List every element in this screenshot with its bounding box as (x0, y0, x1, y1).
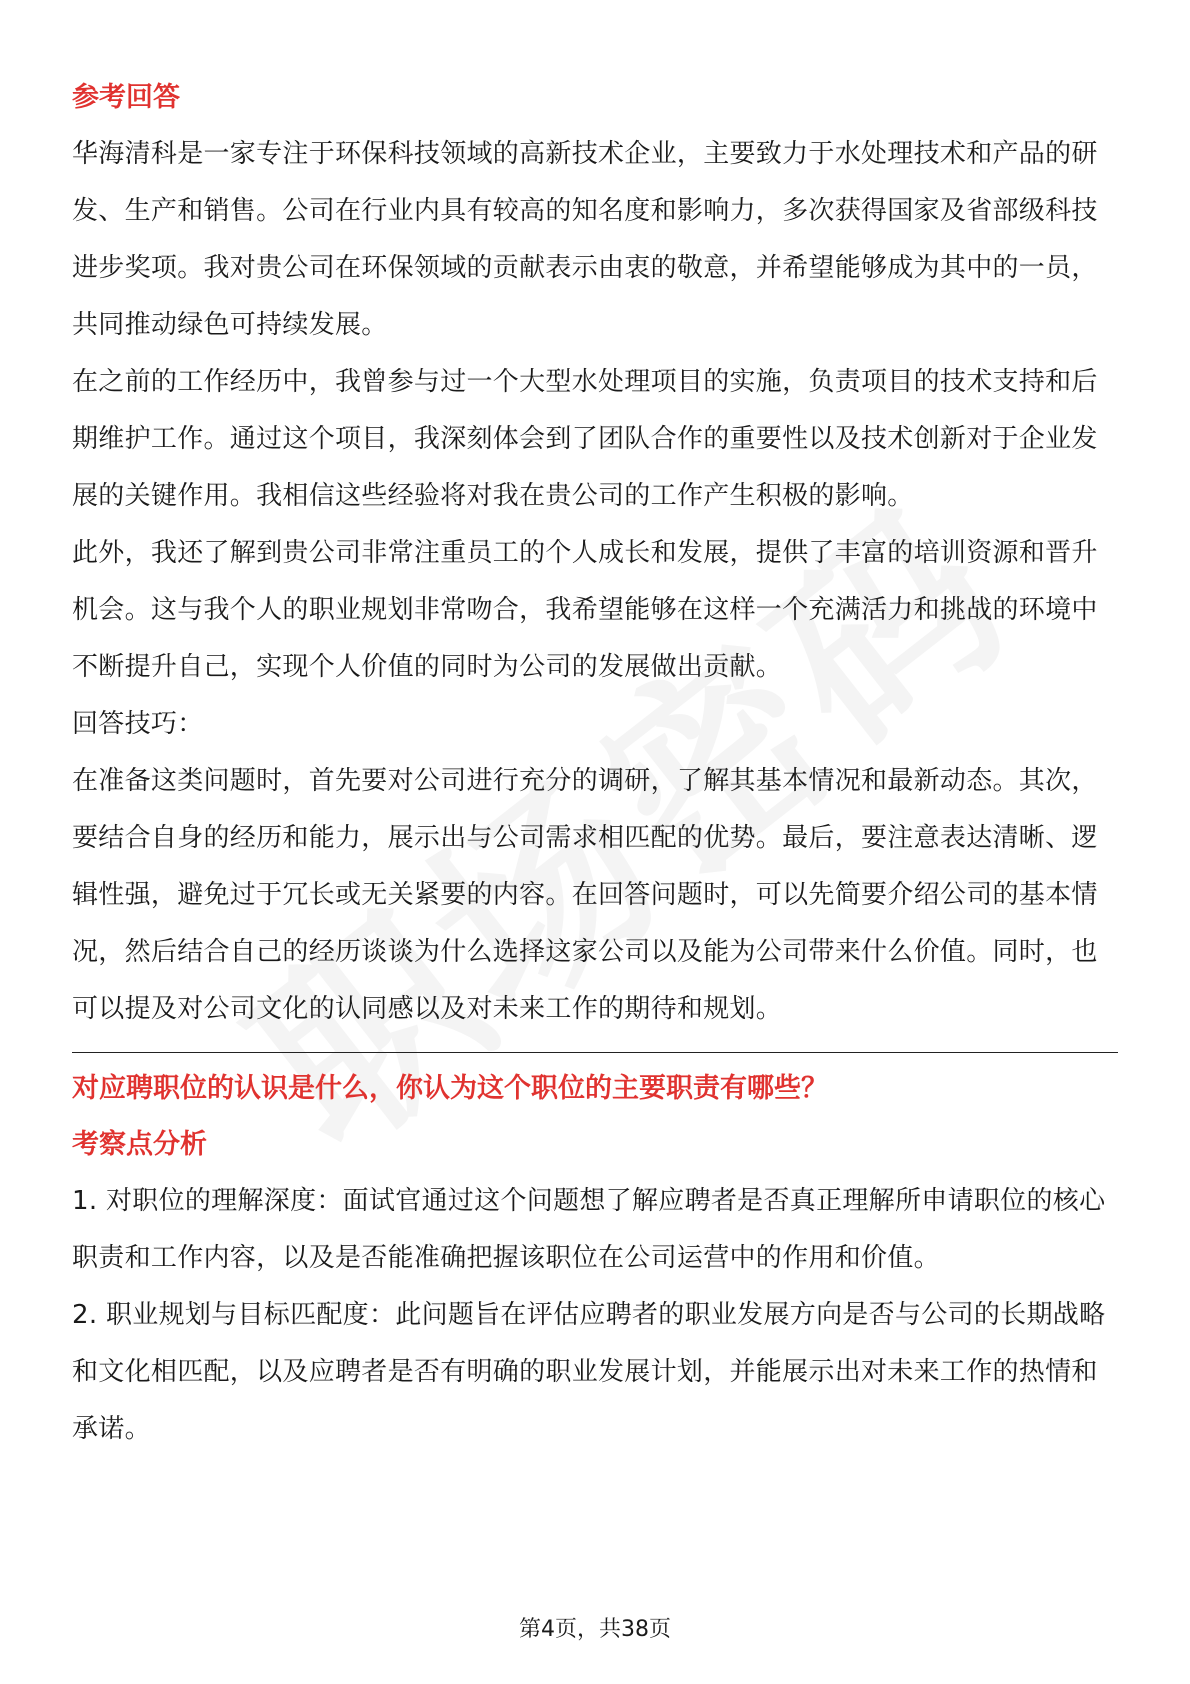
answer-tips-label: 回答技巧： (72, 709, 204, 739)
section-reference-answer (72, 70, 1118, 1038)
reference-answer-heading: 参考回答 (72, 82, 180, 113)
analysis-point: 1. 对职位的理解深度：面试官通过这个问题想了解应聘者是否真正理解所申请职位的核心职责和工作内容，以及是否能准确把握该职位在公司运营中的作用和价值。 (72, 1186, 1106, 1273)
document-page (72, 70, 1118, 1458)
answer-paragraph: 华海清科是一家专注于环保科技领域的高新技术企业，主要致力于水处理技术和产品的研发、生产和销售。公司在行业内具有较高的知名度和影响力，多次获得国家及省部级科技进步奖项。我对贵公司在环保领域的贡献表示由衷的敬意，并希望能够成为其中的一员，共同推动绿色可持续发展。 (72, 139, 1098, 340)
answer-tips-paragraph: 在准备这类问题时，首先要对公司进行充分的调研，了解其基本情况和最新动态。其次，要结合自身的经历和能力，展示出与公司需求相匹配的优势。最后，要注意表达清晰、逻辑性强，避免过于冗长或无关紧要的内容。在回答问题时，可以先简要介绍公司的基本情况，然后结合自己的经历谈谈为什么选择这家公司以及能为公司带来什么价值。同时，也可以提及对公司文化的认同感以及对未来工作的期待和规划。 (72, 766, 1098, 1024)
analysis-point: 2. 职业规划与目标匹配度：此问题旨在评估应聘者的职业发展方向是否与公司的长期战略和文化相匹配，以及应聘者是否有明确的职业发展计划，并能展示出对未来工作的热情和承诺。 (72, 1300, 1106, 1444)
page-number: 第4页，共38页 (519, 1617, 671, 1642)
answer-paragraph: 在之前的工作经历中，我曾参与过一个大型水处理项目的实施，负责项目的技术支持和后期维护工作。通过这个项目，我深刻体会到了团队合作的重要性以及技术创新对于企业发展的关键作用。我相信这些经验将对我在贵公司的工作产生积极的影响。 (72, 367, 1098, 511)
analysis-heading: 考察点分析 (72, 1129, 207, 1160)
section-divider (72, 1052, 1118, 1053)
section-question (72, 1061, 1118, 1458)
question-title: 对应聘职位的认识是什么，你认为这个职位的主要职责有哪些？ (72, 1073, 828, 1104)
answer-paragraph: 此外，我还了解到贵公司非常注重员工的个人成长和发展，提供了丰富的培训资源和晋升机会。这与我个人的职业规划非常吻合，我希望能够在这样一个充满活力和挑战的环境中不断提升自己，实现个人价值的同时为公司的发展做出贡献。 (72, 538, 1098, 682)
